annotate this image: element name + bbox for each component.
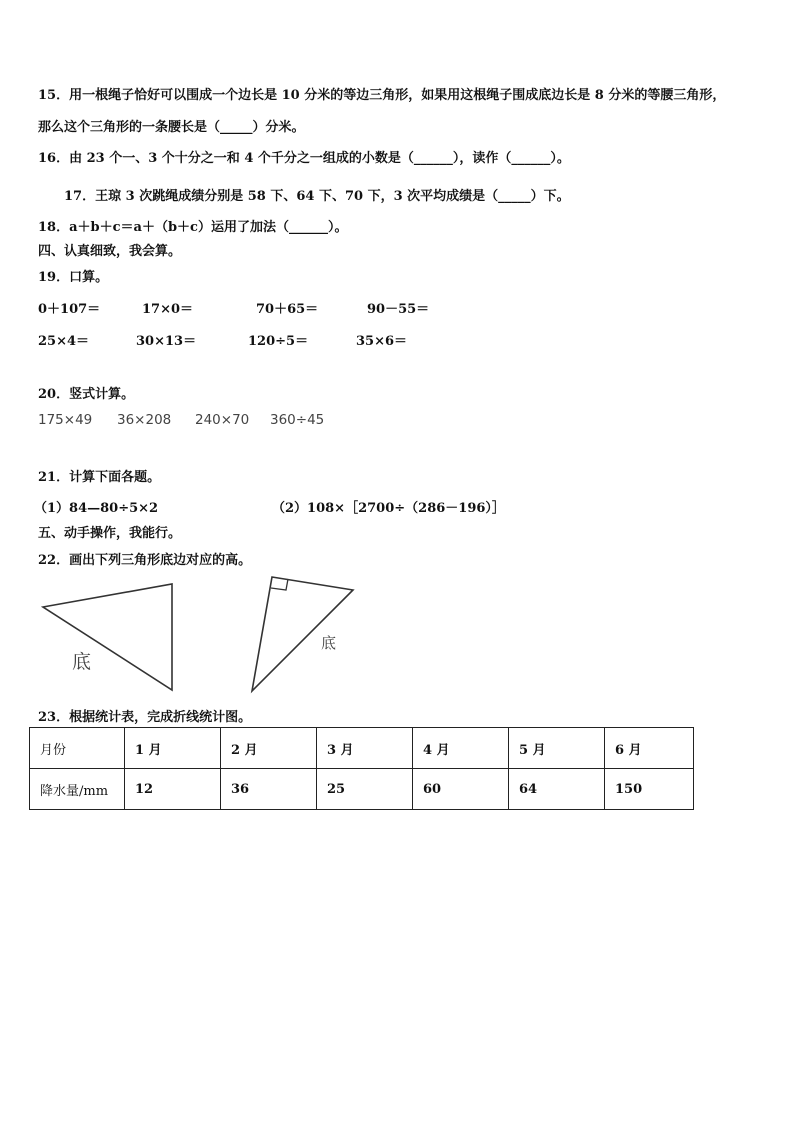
table-header-row: [30, 728, 694, 769]
q19-r1-c2: 17×0＝: [142, 302, 194, 317]
q19-r2-c4: 35×6＝: [356, 334, 408, 349]
table-header-cell: 4 月: [413, 728, 509, 769]
q19-r2-c1: 25×4＝: [38, 334, 90, 349]
table-header-cell: 月份: [30, 728, 125, 769]
q17: 17．王琼 3 次跳绳成绩分别是 58 下、64 下、70 下，3 次平均成绩是（_____）下。: [64, 189, 570, 204]
triangle-left: [43, 584, 172, 690]
q22-title: 22．画出下列三角形底边对应的高。: [38, 553, 252, 568]
q19-title: 19．口算。: [38, 270, 109, 285]
q20-item-1: 175×49: [38, 412, 93, 428]
table-header-cell: 6 月: [605, 728, 694, 769]
right-angle-marker: [271, 579, 288, 590]
table-cell: 36: [221, 769, 317, 810]
q21-item-2: （2）108×［2700÷（286－196）］: [272, 501, 505, 516]
q19-r1-c4: 90－55＝: [367, 302, 430, 317]
table-header-cell: 2 月: [221, 728, 317, 769]
q23-title: 23．根据统计表，完成折线统计图。: [38, 710, 252, 725]
q19-r2-c2: 30×13＝: [136, 334, 197, 349]
triangle-right-base-label: 底: [321, 634, 337, 652]
table-cell: 64: [509, 769, 605, 810]
table-cell: 150: [605, 769, 694, 810]
table-cell: 25: [317, 769, 413, 810]
q20-item-4: 360÷45: [270, 412, 325, 428]
q18: 18．a＋b＋c＝a＋（b＋c）运用了加法（______）。: [38, 220, 348, 235]
precipitation-table: [29, 727, 694, 810]
q15-line1: 15．用一根绳子恰好可以围成一个边长是 10 分米的等边三角形，如果用这根绳子围成底边长是 8 分米的等腰三角形，: [38, 88, 726, 103]
triangle-right: [252, 577, 353, 691]
section-5-heading: 五、动手操作，我能行。: [38, 526, 182, 541]
table-header-cell: 5 月: [509, 728, 605, 769]
table-cell: 60: [413, 769, 509, 810]
triangle-left-base-label: 底: [72, 651, 92, 673]
table-header-cell: 1 月: [125, 728, 221, 769]
table-header-cell: 3 月: [317, 728, 413, 769]
q20-item-3: 240×70: [195, 412, 250, 428]
q20-item-2: 36×208: [117, 412, 172, 428]
table-row: [30, 769, 694, 810]
q21-title: 21．计算下面各题。: [38, 470, 161, 485]
q19-r1-c3: 70＋65＝: [256, 302, 319, 317]
q15-line2: 那么这个三角形的一条腰长是（_____）分米。: [38, 120, 305, 135]
q19-r1-c1: 0＋107＝: [38, 302, 101, 317]
q16: 16．由 23 个一、3 个十分之一和 4 个千分之一组成的小数是（______），读作（______）。: [38, 151, 570, 166]
q19-r2-c3: 120÷5＝: [248, 334, 309, 349]
section-4-heading: 四、认真细致，我会算。: [38, 244, 182, 259]
q21-item-1: （1）84—80÷5×2: [34, 501, 159, 516]
table-cell: 12: [125, 769, 221, 810]
q20-title: 20．竖式计算。: [38, 387, 135, 402]
table-row-label: 降水量/mm: [30, 769, 125, 810]
